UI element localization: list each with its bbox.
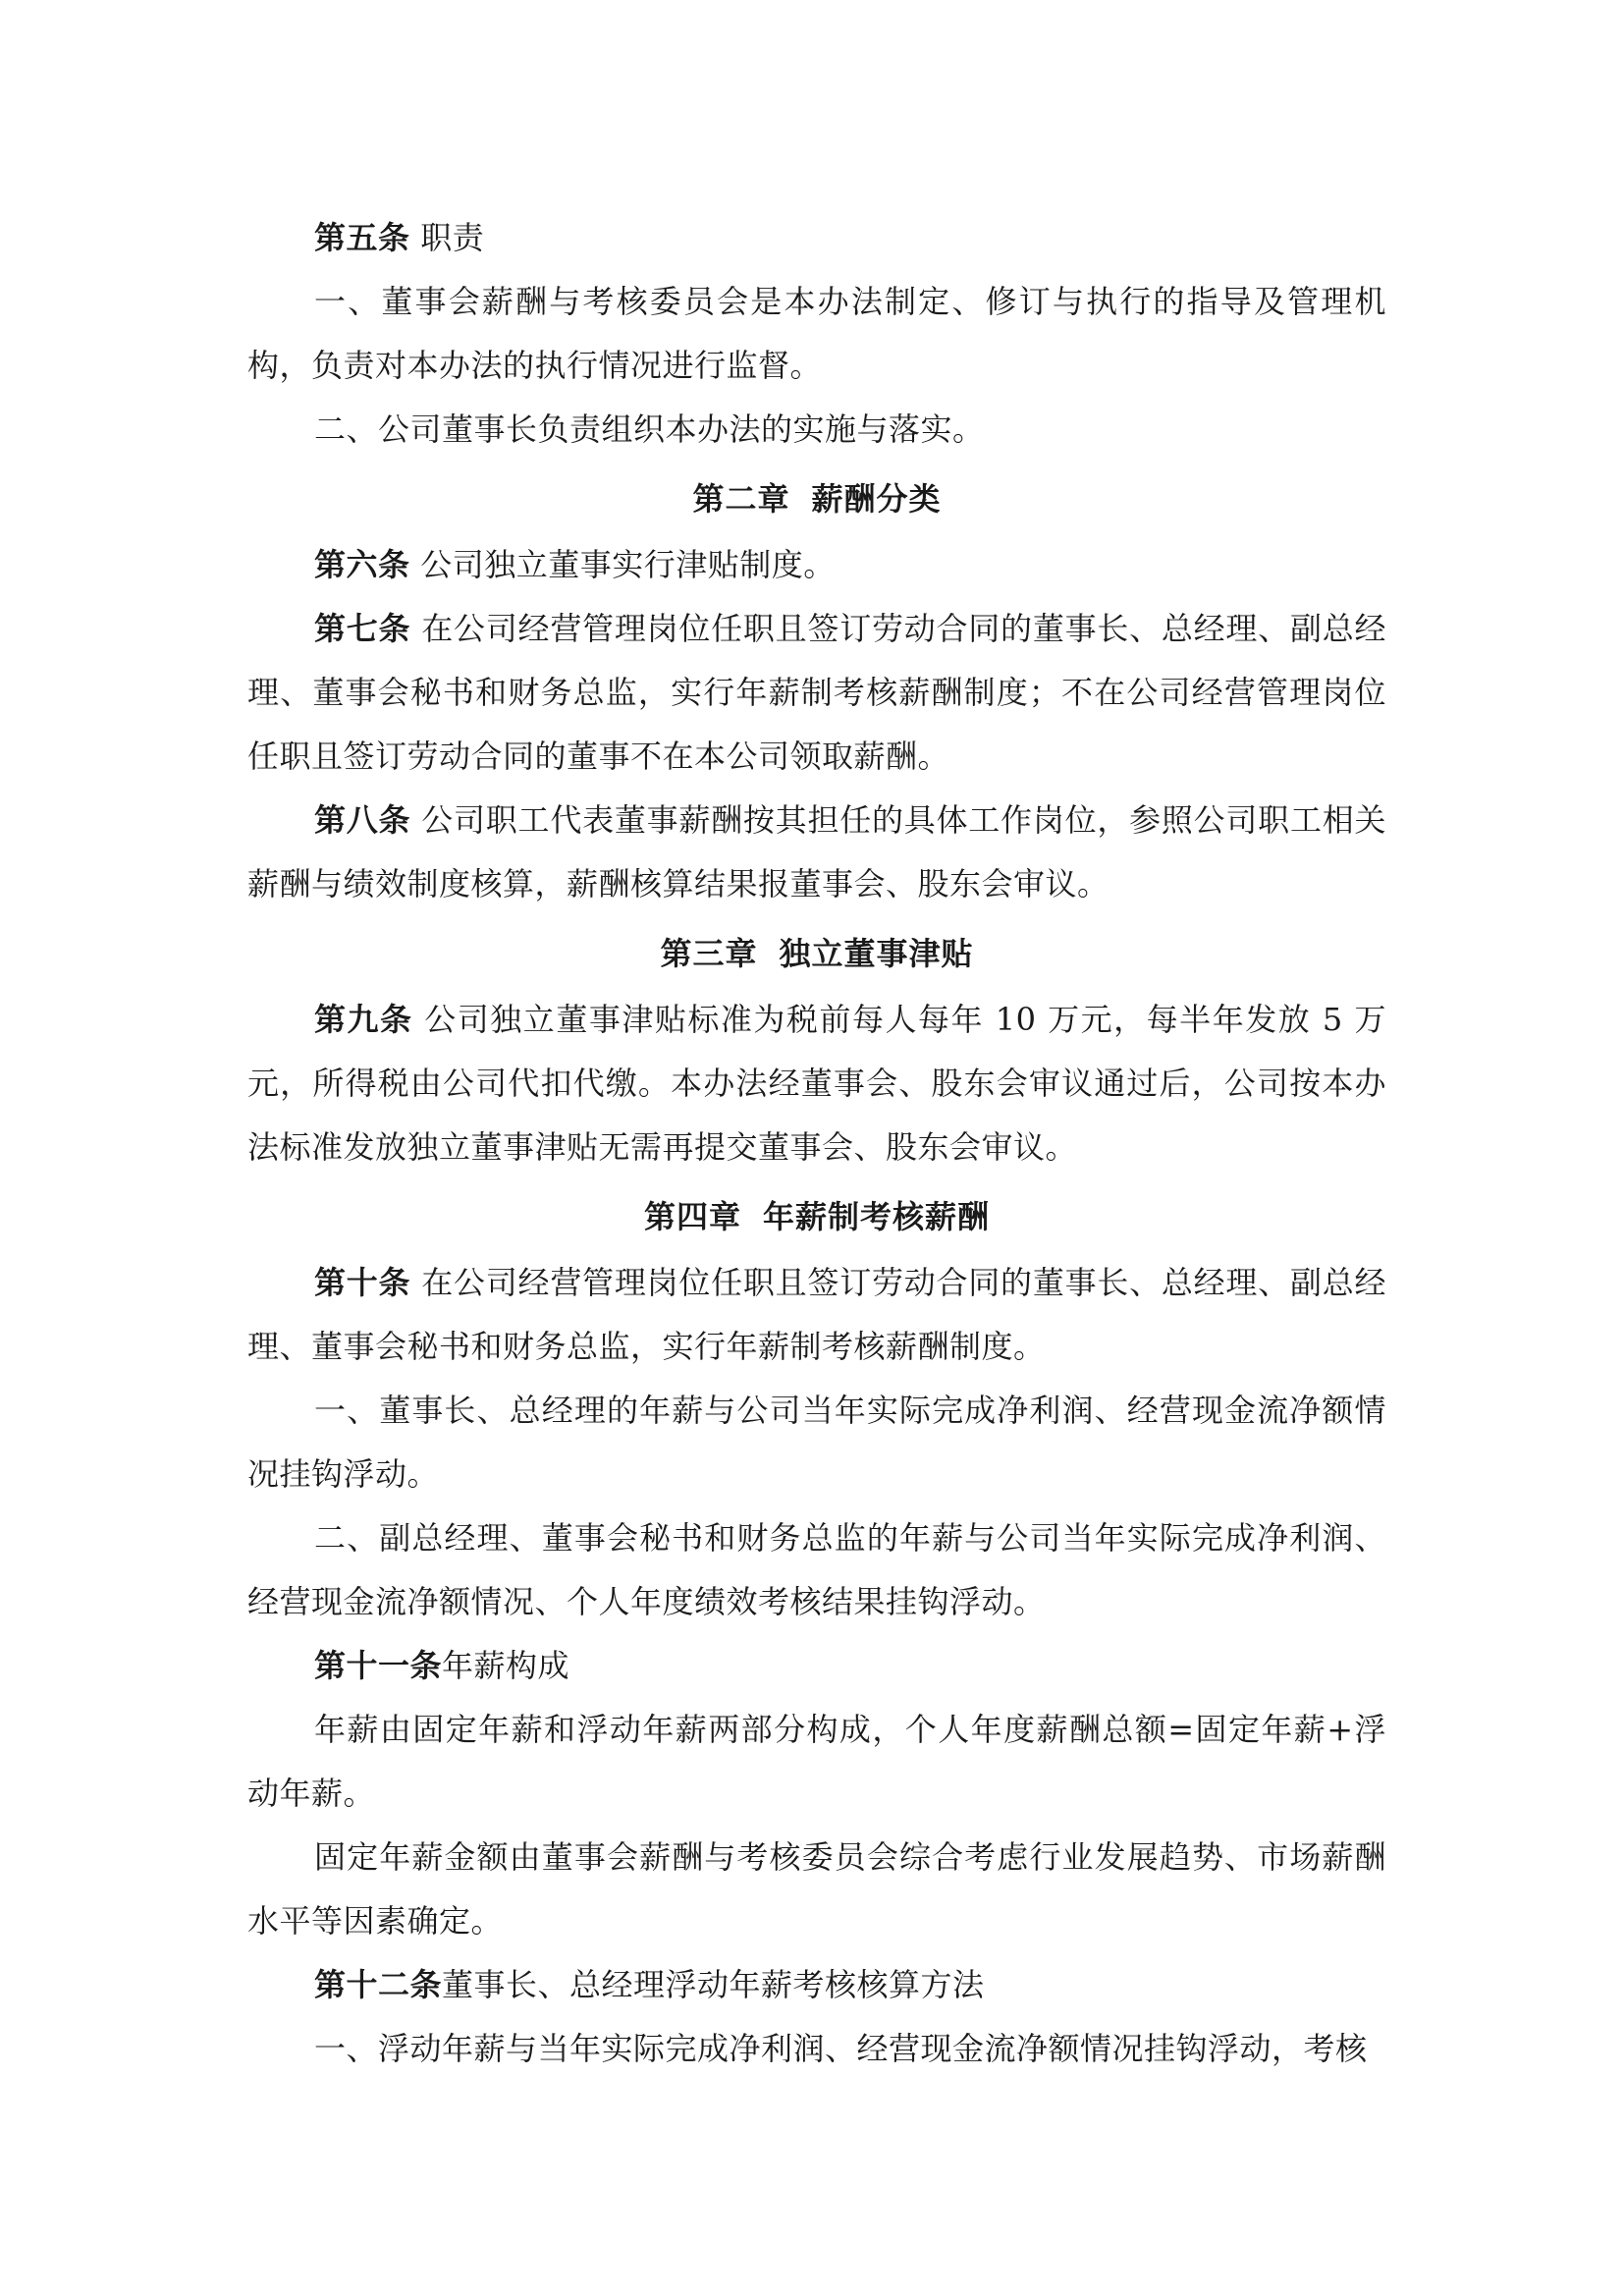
article-label: 第八条	[314, 801, 411, 839]
article-11-para-1: 年薪由固定年薪和浮动年薪两部分构成，个人年度薪酬总额=固定年薪+浮动年薪。	[247, 1711, 1386, 1812]
article-title: 董事长、总经理浮动年薪考核核算方法	[442, 1966, 985, 2003]
article-5-item-2: 二、公司董事长负责组织本办法的实施与落实。	[314, 410, 985, 448]
chapter-title: 独立董事津贴	[779, 935, 974, 972]
article-12-item-1: 一、浮动年薪与当年实际完成净利润、经营现金流净额情况挂钩浮动，考核	[314, 2030, 1368, 2067]
article-text: 公司独立董事实行津贴制度。	[409, 546, 836, 583]
chapter-2-heading	[247, 462, 1386, 533]
article-10	[247, 1251, 1386, 1379]
article-text: 在公司经营管理岗位任职且签订劳动合同的董事长、总经理、副总经理、董事会秘书和财务总监，实行年薪制考核薪酬制度；不在公司经营管理岗位任职且签订劳动合同的董事不在本公司领取薪酬。	[247, 610, 1386, 775]
chapter-4-heading	[247, 1179, 1386, 1251]
chapter-number: 第三章	[660, 935, 758, 972]
article-title: 职责	[409, 219, 485, 256]
article-text: 在公司经营管理岗位任职且签订劳动合同的董事长、总经理、副总经理、董事会秘书和财务总监，实行年薪制考核薪酬制度。	[247, 1264, 1386, 1365]
chapter-title: 薪酬分类	[811, 480, 942, 518]
article-11-heading	[247, 1634, 1386, 1698]
chapter-title: 年薪制考核薪酬	[763, 1198, 991, 1235]
article-5-heading	[247, 206, 1386, 270]
chapter-number: 第二章	[692, 480, 790, 518]
chapter-number: 第四章	[643, 1198, 741, 1235]
article-label: 第九条	[314, 1001, 413, 1038]
article-10-item-1: 一、董事长、总经理的年薪与公司当年实际完成净利润、经营现金流净额情况挂钩浮动。	[247, 1392, 1386, 1493]
article-8	[247, 789, 1386, 916]
article-label: 第六条	[314, 546, 410, 583]
article-7	[247, 597, 1386, 789]
article-5-item-1: 一、董事会薪酬与考核委员会是本办法制定、修订与执行的指导及管理机构，负责对本办法的执行情况进行监督。	[247, 283, 1386, 384]
article-10-item-2: 二、副总经理、董事会秘书和财务总监的年薪与公司当年实际完成净利润、经营现金流净额情况、个人年度绩效考核结果挂钩浮动。	[247, 1519, 1386, 1620]
chapter-3-heading	[247, 916, 1386, 988]
article-11-para-2: 固定年薪金额由董事会薪酬与考核委员会综合考虑行业发展趋势、市场薪酬水平等因素确定。	[247, 1838, 1386, 1940]
article-label: 第十二条	[314, 1966, 443, 2003]
article-text: 公司独立董事津贴标准为税前每人每年 10 万元，每半年发放 5 万元，所得税由公司代扣代缴。本办法经董事会、股东会审议通过后，公司按本办法标准发放独立董事津贴无需再提交董事会、股东会审议。	[247, 1001, 1386, 1166]
article-label: 第十条	[314, 1264, 411, 1301]
article-12-heading	[247, 1953, 1386, 2017]
document-page	[247, 206, 1386, 2081]
article-6	[247, 533, 1386, 597]
article-label: 第五条	[314, 219, 410, 256]
article-9	[247, 988, 1386, 1179]
article-text: 公司职工代表董事薪酬按其担任的具体工作岗位，参照公司职工相关薪酬与绩效制度核算，薪酬核算结果报董事会、股东会审议。	[247, 801, 1386, 902]
article-title: 年薪构成	[442, 1647, 570, 1684]
article-label: 第十一条	[314, 1647, 443, 1684]
article-label: 第七条	[314, 610, 411, 647]
